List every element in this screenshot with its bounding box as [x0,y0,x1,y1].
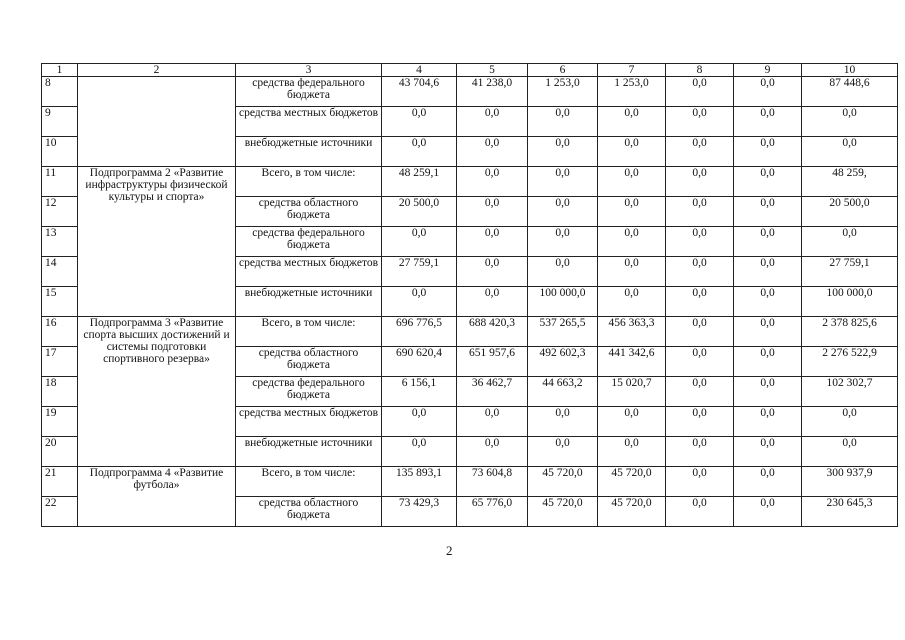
table-row [42,167,898,197]
value-cell: 0,0 [528,257,598,287]
funding-source-cell: средства областного бюджета [236,197,382,227]
value-cell: 20 500,0 [382,197,457,227]
value-cell: 0,0 [734,77,802,107]
value-cell: 0,0 [666,377,734,407]
value-cell: 0,0 [802,107,898,137]
value-cell: 0,0 [734,107,802,137]
row-number-cell: 21 [42,467,78,497]
value-cell: 0,0 [666,317,734,347]
value-cell: 135 893,1 [382,467,457,497]
value-cell: 0,0 [382,227,457,257]
value-cell: 0,0 [457,227,528,257]
value-cell: 0,0 [734,317,802,347]
value-cell: 0,0 [666,347,734,377]
value-cell: 0,0 [598,107,666,137]
value-cell: 300 937,9 [802,467,898,497]
value-cell: 0,0 [598,137,666,167]
value-cell: 41 238,0 [457,77,528,107]
value-cell: 0,0 [666,257,734,287]
value-cell: 0,0 [666,497,734,527]
value-cell: 0,0 [457,167,528,197]
funding-source-cell: средства федерального бюджета [236,227,382,257]
value-cell: 45 720,0 [598,467,666,497]
value-cell: 0,0 [528,167,598,197]
value-cell: 43 704,6 [382,77,457,107]
header-cell-10: 10 [802,64,898,77]
row-number-cell: 10 [42,137,78,167]
row-number-cell: 8 [42,77,78,107]
value-cell: 0,0 [734,497,802,527]
header-cell-9: 9 [734,64,802,77]
value-cell: 0,0 [666,197,734,227]
funding-source-cell: средства областного бюджета [236,497,382,527]
value-cell: 45 720,0 [598,497,666,527]
value-cell: 0,0 [598,167,666,197]
row-number-cell: 11 [42,167,78,197]
funding-source-cell: средства местных бюджетов [236,107,382,137]
value-cell: 456 363,3 [598,317,666,347]
funding-source-cell: Всего, в том числе: [236,167,382,197]
value-cell: 0,0 [734,287,802,317]
page-number: 2 [446,543,453,558]
value-cell: 0,0 [598,437,666,467]
value-cell: 1 253,0 [598,77,666,107]
value-cell: 6 156,1 [382,377,457,407]
funding-source-cell: средства федерального бюджета [236,77,382,107]
row-number-cell: 22 [42,497,78,527]
value-cell: 0,0 [802,407,898,437]
funding-source-cell: средства местных бюджетов [236,407,382,437]
row-number-cell: 20 [42,437,78,467]
header-cell-3: 3 [236,64,382,77]
funding-source-cell: средства федерального бюджета [236,377,382,407]
value-cell: 0,0 [528,407,598,437]
table-row [42,467,898,497]
value-cell: 0,0 [528,107,598,137]
value-cell: 0,0 [734,467,802,497]
value-cell: 73 604,8 [457,467,528,497]
row-number-cell: 16 [42,317,78,347]
funding-source-cell: Всего, в том числе: [236,467,382,497]
value-cell: 690 620,4 [382,347,457,377]
value-cell: 45 720,0 [528,467,598,497]
value-cell: 87 448,6 [802,77,898,107]
funding-source-cell: внебюджетные источники [236,287,382,317]
value-cell: 20 500,0 [802,197,898,227]
value-cell: 0,0 [666,77,734,107]
row-number-cell: 19 [42,407,78,437]
header-cell-5: 5 [457,64,528,77]
value-cell: 2 378 825,6 [802,317,898,347]
value-cell: 230 645,3 [802,497,898,527]
value-cell: 0,0 [734,257,802,287]
budget-table [41,63,898,527]
row-number-cell: 9 [42,107,78,137]
header-cell-8: 8 [666,64,734,77]
value-cell: 0,0 [666,467,734,497]
funding-source-cell: внебюджетные источники [236,437,382,467]
value-cell: 0,0 [598,407,666,437]
subprogram-name-cell: Подпрограмма 3 «Развитие спорта высших достижений и системы подготовки спортивного резерва» [78,317,236,467]
value-cell: 1 253,0 [528,77,598,107]
header-cell-6: 6 [528,64,598,77]
value-cell: 102 302,7 [802,377,898,407]
value-cell: 0,0 [598,287,666,317]
row-number-cell: 12 [42,197,78,227]
value-cell: 0,0 [666,137,734,167]
value-cell: 48 259,1 [382,167,457,197]
value-cell: 0,0 [666,437,734,467]
row-number-cell: 14 [42,257,78,287]
value-cell: 0,0 [734,407,802,437]
value-cell: 0,0 [457,407,528,437]
value-cell: 0,0 [734,377,802,407]
value-cell: 0,0 [457,287,528,317]
header-cell-1: 1 [42,64,78,77]
value-cell: 0,0 [528,137,598,167]
value-cell: 0,0 [528,197,598,227]
value-cell: 0,0 [802,137,898,167]
value-cell: 65 776,0 [457,497,528,527]
value-cell: 48 259, [802,167,898,197]
value-cell: 0,0 [598,197,666,227]
value-cell: 0,0 [528,227,598,257]
subprogram-cell-empty [78,77,236,167]
value-cell: 0,0 [666,107,734,137]
value-cell: 45 720,0 [528,497,598,527]
row-number-cell: 13 [42,227,78,257]
table-row [42,77,898,107]
value-cell: 0,0 [734,227,802,257]
value-cell: 0,0 [734,137,802,167]
value-cell: 0,0 [734,437,802,467]
value-cell: 0,0 [457,437,528,467]
value-cell: 2 276 522,9 [802,347,898,377]
value-cell: 0,0 [382,137,457,167]
row-number-cell: 17 [42,347,78,377]
subprogram-name-cell: Подпрограмма 4 «Развитие футбола» [78,467,236,527]
value-cell: 15 020,7 [598,377,666,407]
subprogram-name-cell: Подпрограмма 2 «Развитие инфраструктуры физической культуры и спорта» [78,167,236,317]
row-number-cell: 15 [42,287,78,317]
value-cell: 44 663,2 [528,377,598,407]
funding-source-cell: Всего, в том числе: [236,317,382,347]
value-cell: 0,0 [598,227,666,257]
value-cell: 0,0 [734,347,802,377]
value-cell: 696 776,5 [382,317,457,347]
funding-source-cell: внебюджетные источники [236,137,382,167]
value-cell: 0,0 [666,227,734,257]
header-cell-2: 2 [78,64,236,77]
value-cell: 0,0 [382,107,457,137]
value-cell: 492 602,3 [528,347,598,377]
value-cell: 651 957,6 [457,347,528,377]
value-cell: 27 759,1 [802,257,898,287]
value-cell: 537 265,5 [528,317,598,347]
value-cell: 0,0 [734,197,802,227]
table-row [42,317,898,347]
value-cell: 0,0 [457,137,528,167]
funding-source-cell: средства местных бюджетов [236,257,382,287]
funding-source-cell: средства областного бюджета [236,347,382,377]
header-cell-4: 4 [382,64,457,77]
value-cell: 0,0 [528,437,598,467]
header-row [42,64,898,77]
value-cell: 0,0 [382,437,457,467]
value-cell: 0,0 [666,287,734,317]
value-cell: 0,0 [598,257,666,287]
value-cell: 0,0 [457,197,528,227]
header-cell-7: 7 [598,64,666,77]
value-cell: 0,0 [666,167,734,197]
value-cell: 0,0 [457,257,528,287]
value-cell: 27 759,1 [382,257,457,287]
value-cell: 73 429,3 [382,497,457,527]
value-cell: 0,0 [734,167,802,197]
value-cell: 0,0 [666,407,734,437]
value-cell: 441 342,6 [598,347,666,377]
value-cell: 0,0 [802,227,898,257]
value-cell: 36 462,7 [457,377,528,407]
value-cell: 0,0 [457,107,528,137]
value-cell: 0,0 [382,407,457,437]
value-cell: 100 000,0 [528,287,598,317]
value-cell: 0,0 [802,437,898,467]
table-body [42,64,898,527]
value-cell: 688 420,3 [457,317,528,347]
value-cell: 0,0 [382,287,457,317]
value-cell: 100 000,0 [802,287,898,317]
row-number-cell: 18 [42,377,78,407]
